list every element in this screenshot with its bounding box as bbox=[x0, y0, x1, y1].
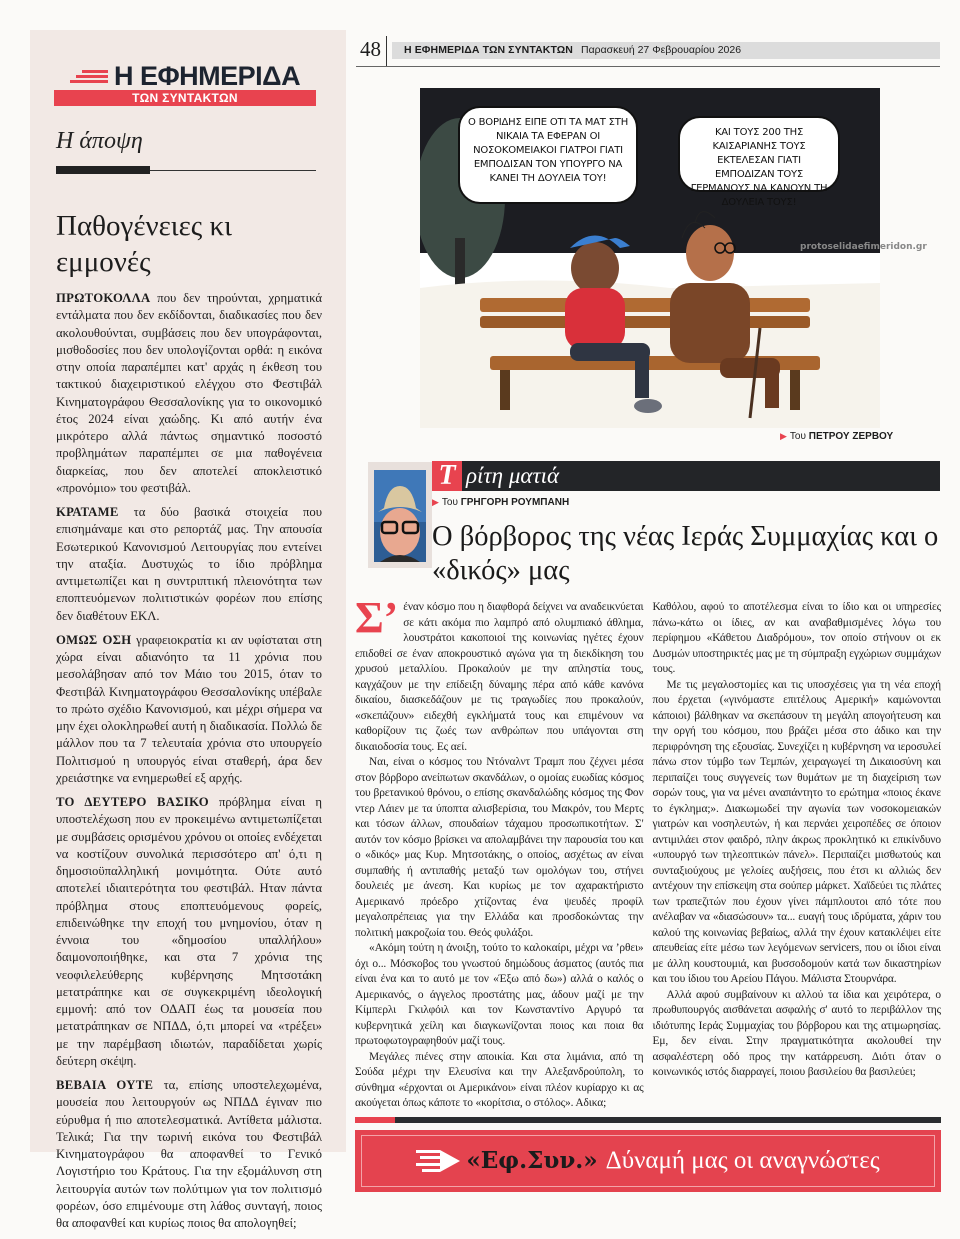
article-paragraph: Με τις μεγαλοστομίες και τις υποσχέσεις για τη νέα εποχή που έρχεται («γινόμαστε επιτέλους Αμερική» καμώνονται κάποιοι) βάλθηκαν να σκεπάσουν τη μεγάλη απογοήτευση και την οργή του κόσμου, που βράζει μέσα στο άδικο και την περιφρόνηση της εξουσίας. Συνεχίζει η κυβέρνηση να ιεροσυλεί πάνω στον τύμβο των Τεμπών, χειραγωγεί τη Δικαιοσύνη και περιπαίζει τους συγγενείς των θυμάτων με τη διαχείριση των σορών τους, για να μένει αναπάντητο το ερώτημα «ποιος έκανε το έγκλημα;». Διακωμωδεί την αγωνία των νοσοκομειακών γιατρών και νοσηλευτών, ή και περνάει χειροπέδες σε όποιον αντιμιλάει στον φαιδρό, πλην άκρως προκλητικό κι επικίνδυνο «υπουργό των τηλεοπτικών πάνελ». Περιπαίζει μισθωτούς και συνταξιούχους με γελοίες αυξήσεις, που έτσι κι αλλιώς δεν αντέχουν την επίσκεψη στα σούπερ μάρκετ. Χαϊδεύει τις πλάτες των τραπεζιτών που έχουν γίνει πάμπλουτοι από τότε που ανέλαβαν να «διασώσουν» τα... ευαγή τους ιδρύματα, χάριν του καλού της κοινωνίας βεβαίως, αλλά την έχουν κατακλέψει είτε απευθείας είτε μέσω των λεγόμενων servicers, που οι ίδιοι είναι με άλλη κουστουμιά, και βυσσοδομούν κατά των δικαστηρίων και του ίδιου του Αρείου Πάγου. Μάλιστα Στουρνάρα. bbox=[652, 678, 941, 985]
header-divider bbox=[386, 36, 387, 66]
editorial-paragraph: ΒΕΒΑΙΑ ΟΥΤΕ τα, επίσης υποστελεχωμένα, μουσεία που λειτουργούν ως ΝΠΔΔ έγιναν πιο εύρυθμα ή πιο αποτελεσματικά. Αντίθετα μάλιστα. Τελικά; Για την τωρινή εικόνα του Φεστιβάλ Κινηματογράφου θα αποφανθεί το Γενικό Λογιστήριο του Κράτους. Για την εξομάλυνση στη λειτουργία αυτών των πολύτιμων για τον πολιτισμό φορέων, όσο επιμένουμε στη λάθος συνταγή, ποιος θα αποφανθεί και κυρίως ποιος θα απολογηθεί; bbox=[56, 1078, 322, 1230]
speed-lines-icon bbox=[70, 70, 108, 84]
editorial-title: Παθογένειες κι εμμονές bbox=[56, 210, 232, 278]
drop-cap: Σ’ bbox=[355, 593, 399, 642]
section-bar bbox=[355, 1117, 941, 1123]
promo-banner[interactable] bbox=[355, 1130, 941, 1192]
editorial-paragraph: ΤΟ ΔΕΥΤΕΡΟ ΒΑΣΙΚΟ πρόβλημα είναι η υποστελέχωση που εν προκειμένω αντιμετωπίζεται με συμβάσεις ορισμένου χρόνου οι οποίες ενδέχεται να κοστίζουν συνολικά περισσότερο απ' ό,τι η δημοσιοϋπαλληλική μονιμότητα. Ούτε αυτό αποτελεί ιδιαιτερότητα του φεστιβάλ. Ηταν πάντα πρόβλημα στους εποπτευόμενους φορείς, επιδεινώθηκε την εποχή του μνημονίου, όταν η έννοια του «δημοσίου υπαλλήλου» δαιμονοποιήθηκε, και στα 7 χρόνια της νεοφιλελεύθερης κυβέρνησης Μητσοτάκη μετατράπηκε και σε συγκεκριμένη ιδεολογική εμμονή: από τον ΟΔΑΠ έως τα μουσεία που μετατράπηκαν σε ΝΠΔΔ, ό,τι μπορεί να «τρέξει» με την παρέμβαση ιδιωτών, παραδίδεται χωρίς δεύτερη σκέψη. bbox=[56, 795, 322, 1068]
article-body bbox=[355, 593, 941, 1112]
page-number: 48 bbox=[360, 37, 381, 61]
speech-bubble-right: ΚΑΙ ΤΟΥΣ 200 ΤΗΣ ΚΑΙΣΑΡΙΑΝΗΣ ΤΟΥΣ ΕΚΤΕΛΕΣΑΝ ΓΙΑΤΙ ΕΜΠΟΔΙΖΑΝ ΤΟΥΣ ΓΕΡΜΑΝΟΥΣ ΝΑ ΚΑΝΟΥΝ ΤΗ ΔΟΥΛΕΙΑ ΤΟΥΣ! bbox=[678, 116, 840, 192]
ad-slogan: Δύναμή μας οι αναγνώστες bbox=[605, 1146, 880, 1174]
article-paragraph: «Ακόμη τούτη η άνοιξη, τούτο το καλοκαίρι, μέχρι να ’ρθει» όχι ο... Μόσκοβος του γνωστού δημώδους άσματος (αυτός πια είναι ένα και το αυτό με τον «Έξω από δω») αλλά ο καλός ο Αμερικανός, ο άγγελος προστάτης μας, άδουν μαζί με την Κίμπερλι Γκιλφόιλ και τον Κωνσταντίνο Αργυρό τα κυβερνητικά χείλη και διαγκωνίζονται ποιος και ποια θα πρωτοφωτογραφηθούν μαζί τους. bbox=[355, 942, 644, 1047]
logo-sub-text: ΤΩΝ ΣΥΝΤΑΚΤΩΝ bbox=[54, 90, 316, 106]
issue-date: Παρασκευή 27 Φεβρουαρίου 2026 bbox=[580, 44, 742, 56]
article-paragraph: Σ’ έναν κόσμο που η διαφθορά δείχνει να αναδεικνύεται σε κάτι ακόμα πιο λαμπρό από ολυμπιακό άθλημα, λουστράτοι κακοποιοί της κοινωνίας ηγέτες έχουν επιδοθεί σε έναν αποκρουστικό αγώνα για τη διεκδίκηση του χρυσού μεταλλίου. Προκαλούν με την απληστία τους, καγχάζουν με την επίδειξη δύναμης πέρα από κάθε κανόνα δικαίου, διασκεδάζουν με τις τραγωδίες που προκαλούν, «σκεπάζουν» ειδεχθή εγκλήματά τους και επιμένουν να καθορίζουν τις ζωές των ανθρώπων που υπάγονται στη δικαιοδοσία τους. Ες αεί. bbox=[355, 593, 644, 753]
article-headline: Ο βόρβορος της νέας Ιεράς Συμμαχίας και ο «δικός» μας bbox=[432, 521, 939, 586]
header-rule bbox=[356, 66, 940, 67]
logo-main-text: Η ΕΦΗΜΕΡΙΔΑ bbox=[114, 61, 301, 91]
ad-brand: «Εφ.Συν.» bbox=[466, 1147, 598, 1174]
article-paragraph: Αλλά αφού συμβαίνουν κι αλλού τα ίδια και χειρότερα, ο πρωθυπουργός αισθάνεται ασφαλής σ' αυτό το περιβάλλον της ιδιότυπης Ιεράς Συμμαχίας του βόρβορου και της ατιμωρησίας. Εμ, δεν είναι. Στην πραγματικότητα ακολουθεί την ασφαλέστερη οδό προς την κατάρρευση. Διότι όταν ο κοινωνικός ιστός διαρραγεί, ποιου βασιλείου θα βασιλεύει; bbox=[652, 988, 941, 1078]
column-header bbox=[432, 461, 940, 491]
cartoon-credit: ▶ Του ΠΕΤΡΟΥ ΖΕΡΒΟΥ bbox=[780, 431, 894, 442]
watermark: protoselidaefimeridon.gr bbox=[800, 242, 927, 252]
speech-bubble-left: Ο ΒΟΡΙΔΗΣ ΕΙΠΕ ΟΤΙ ΤΑ ΜΑΤ ΣΤΗ ΝΙΚΑΙΑ ΤΑ ΕΦΕΡΑΝ ΟΙ ΝΟΣΟΚΟΜΕΙΑΚΟΙ ΓΙΑΤΡΟΙ ΓΙΑΤΙ ΕΜΠΟΔΙΣΑΝ ΤΟΝ ΥΠΟΥΡΓΟ ΝΑ ΚΑΝΕΙ ΤΗ ΔΟΥΛΕΙΑ ΤΟΥ! bbox=[458, 106, 638, 204]
editorial-body bbox=[56, 290, 322, 1239]
newspaper-name: Η ΕΦΗΜΕΡΙΔΑ ΤΩΝ ΣΥΝΤΑΚΤΩΝ bbox=[404, 44, 573, 56]
article-paragraph: Καθόλου, αφού το αποτέλεσμα είναι το ίδιο και οι υπηρεσίες πάνω-κάτω οι ίδιες, αν και αναβαθμισμένες λόγω του περίφημου «Κάθετου Διαδρόμου», τον οποίο στήνουν οι εκ Δυσμών υποστηρικτές μας με τη σύμπραξη εγχώριων συμμάχων τους. bbox=[652, 601, 941, 675]
byline: ▶ Του ΓΡΗΓΟΡΗ ΡΟΥΜΠΑΝΗ bbox=[432, 497, 570, 508]
editorial-paragraph: ΟΜΩΣ ΟΣΗ γραφειοκρατία κι αν υφίσταται στη χώρα είναι αδιανόητο τα 11 χρόνια που μεσολάβησαν από τον Μάιο του 2015, όταν το Φεστιβάλ Κινηματογράφου Θεσσαλονίκης υπέβαλε το πρώτο σχέδιο Κανονισμού, και μέχρι σήμερα να μην έχει ολοκληρωθεί αυτή η διαδικασία. Πολλώ δε μάλλον που τα 7 τελευταία χρόνια στο υπουργείο Πολιτισμού η υπουργός είναι σταθερή, άρα δεν χρειάστηκε να ενημερωθεί εξ αρχής. bbox=[56, 632, 322, 785]
column-title: ρίτη ματιά bbox=[466, 463, 560, 488]
column-initial: Τ bbox=[432, 461, 462, 491]
article-block bbox=[355, 593, 941, 1192]
running-header bbox=[392, 42, 940, 59]
section-label: Η άποψη bbox=[56, 128, 143, 154]
editorial-paragraph: ΠΡΩΤΟΚΟΛΛΑ που δεν τηρούνται, χρηματικά εντάλματα που δεν εκδίδονται, διαδικασίες που δεν ακολουθούνται, συμβάσεις που δεν υπογράφονται, μισθοδοσίες που δεν υπολογίζονται ορθά: η εικόνα στην οποία παραπέμπει κατ' αρχάς η έκθεση του τακτικού διαχειριστικού ελέγχου στο Φεστιβάλ Κινηματογράφου Θεσσαλονίκης για το οικονομικό έτος 2024 είναι χαώδης. Κι από αυτήν ένα μικρότερο αλλά πάντως σημαντικό ποσοστό προβλημάτων παραπέμπει σε μια παθογένεια διαρκείας, που δεν αποτελεί αποκλειστικό «προνόμιο» του φεστιβάλ. bbox=[56, 291, 322, 495]
triangle-icon: ▶ bbox=[780, 431, 787, 441]
political-cartoon bbox=[420, 88, 880, 428]
author-photo bbox=[368, 462, 432, 568]
newspaper-logo bbox=[70, 62, 310, 106]
pen-nib-icon bbox=[416, 1146, 460, 1176]
editorial-paragraph: ΚΡΑΤΑΜΕ τα δύο βασικά στοιχεία που επισημάναμε και στο ρεπορτάζ μας. Την απουσία Εσωτερικού Κανονισμού Λειτουργίας που εντείνει την αταξία. Δυστυχώς το ίδιο πρόβλημα αντιμετωπίζει και η συντριπτική πλειονότητα των εποπτευόμενων πολιτιστικών φορέων που επίσης δεν διαθέτουν ΕΚΛ. bbox=[56, 505, 322, 623]
section-divider bbox=[56, 170, 316, 171]
article-paragraph: Ναι, είναι ο κόσμος του Ντόναλντ Τραμπ που ζέχνει μέσα στον βόρβορο ανείπωτων σκανδάλων, ο ομοίας ευωδίας κόσμος του βρετανικού θρόνου, ο επίσης σκανδαλώδης κόσμος της Φον ντερ Λάιεν με τα ύποπτα αλισβερίσια, του Μακρόν, του Μερτς και τόσων άλλων, σπουδαίων τάχαμου προσωπικοτήτων. Σ' αυτόν τον κόσμο βρίσκει να απολαμβάνει την παρουσία του και ο «δικός» μας Κυρ. Μητσοτάκης, ο οποίος, ασχέτως αν είναι συμπαθής ή αντιπαθής μεταξύ των ομολόγων του, στήνει δουλειές με άνεση. Και κυρίως με τον αχαρακτήριστο Αμερικανό πρόεδρο χτίζοντας ένα ψευδές προφίλ μεγαλοπρέπειας για την Ελλάδα και προσδοκώντας την πολιτική μακροζωία του. Θεός φυλάξοι. bbox=[355, 756, 644, 939]
article-paragraph: Μεγάλες πιένες στην αποικία. Και στα λιμάνια, από τη Σούδα μέχρι την Ελευσίνα και την Αλεξανδρούπολη, το σύνθημα «έρχονται οι Αμερικάνοι» είναι πλέον κυρίαρχο κι ας ακούγεται όπως κάποτε το «κορίτσια, ο στόλος». Αδικα; bbox=[355, 1050, 644, 1109]
triangle-icon: ▶ bbox=[432, 497, 439, 507]
